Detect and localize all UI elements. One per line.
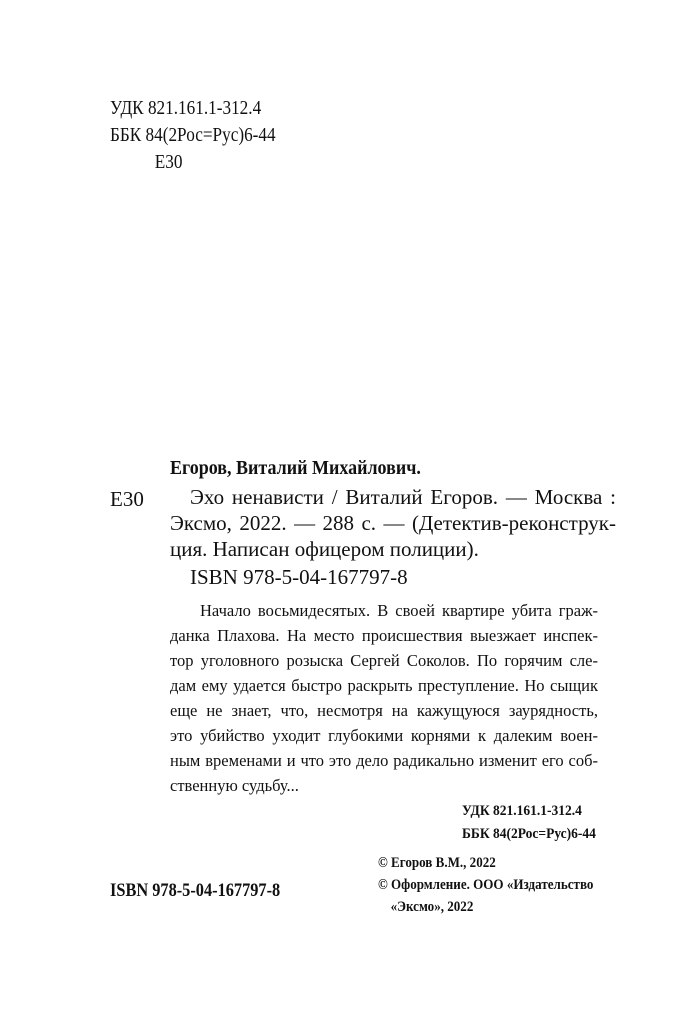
entry-author-mark: Е30 [110, 487, 144, 511]
bibliographic-description [170, 484, 616, 562]
description-line: Эксмо, 2022. — 288 с. — (Детектив-реконструк- [170, 511, 616, 535]
annotation-line: ственную судьбу... [170, 776, 299, 795]
annotation [170, 598, 598, 798]
author-heading: Егоров, Виталий Михайлович. [170, 457, 421, 479]
annotation-line: данка Плахова. На место происшествия выезжает инспек- [170, 626, 598, 645]
copyright-publisher: «Эксмо», 2022 [390, 899, 474, 915]
annotation-line: дам ему удается быстро раскрыть преступление. Но сыщик [170, 676, 598, 695]
bottom-udk-code: УДК 821.161.1-312.4 [462, 803, 582, 819]
author-mark: Е30 [154, 151, 183, 173]
annotation-line: тор уголовного розыска Сергей Соколов. По горячим сле- [170, 651, 598, 670]
classification-header [110, 95, 276, 176]
annotation-line: это убийство уходит глубокими корнями к далеким воен- [170, 726, 598, 745]
bottom-bbk-code: ББК 84(2Рос=Рус)6-44 [462, 826, 596, 842]
udk-code: УДК 821.161.1-312.4 [110, 97, 262, 119]
annotation-line: Начало восьмидесятых. В своей квартире убита граж- [200, 601, 598, 620]
annotation-line: еще не знает, что, несмотря на кажущуюся заурядность, [170, 701, 598, 720]
copyright-design: © Оформление. ООО «Издательство [378, 877, 594, 893]
annotation-line: ным временами и что это дело радикально изменит его соб- [170, 751, 598, 770]
bottom-classification [462, 800, 596, 846]
bbk-code: ББК 84(2Рос=Рус)6-44 [110, 124, 276, 146]
description-line: ция. Написан офицером полиции). [170, 537, 479, 561]
description-line: Эхо ненависти / Виталий Егоров. — Москва : [190, 485, 616, 509]
copyright-block [378, 852, 593, 918]
copyright-author: © Егоров В.М., 2022 [378, 855, 496, 871]
entry-isbn: ISBN 978-5-04-167797-8 [190, 565, 408, 589]
isbn-bottom: ISBN 978-5-04-167797-8 [110, 880, 281, 901]
